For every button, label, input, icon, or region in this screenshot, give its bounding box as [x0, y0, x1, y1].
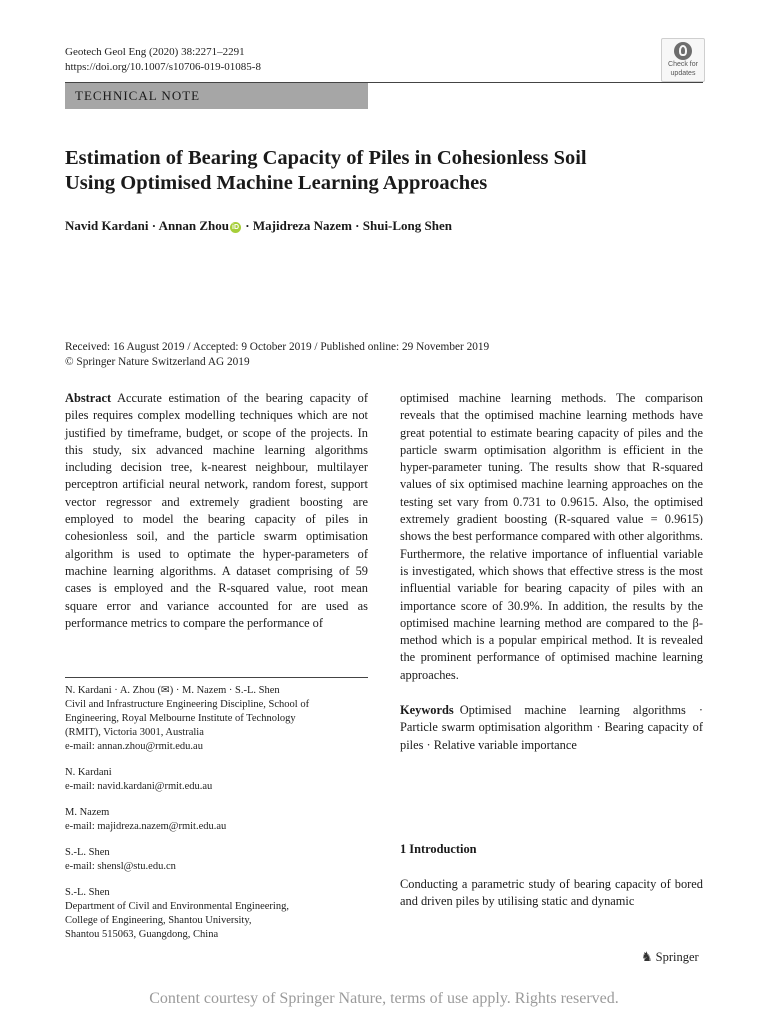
affiliation-line: N. Kardani · A. Zhou (✉) · M. Nazem · S.-L. Shen [65, 685, 280, 696]
author-separator: · [351, 218, 363, 233]
author-4[interactable]: Shui-Long Shen [362, 218, 452, 233]
affiliation-line: Department of Civil and Environmental Engineering, [65, 901, 289, 912]
journal-citation: Geotech Geol Eng (2020) 38:2271–2291 [65, 46, 245, 58]
author-list [65, 218, 452, 234]
affiliation-line: College of Engineering, Shantou University, [65, 915, 252, 926]
affiliation-block [65, 886, 368, 942]
affiliation-line: S.-L. Shen [65, 887, 110, 898]
title-line-1: Estimation of Bearing Capacity of Piles in Cohesionless Soil [65, 147, 587, 169]
abstract-label: Abstract [65, 391, 112, 405]
affiliation-block [65, 684, 368, 754]
bookmark-icon [674, 42, 692, 60]
affiliation-line: Civil and Infrastructure Engineering Discipline, School of [65, 699, 310, 710]
paper-title [65, 146, 685, 196]
abstract-left-column [65, 390, 368, 632]
affiliation-line: (RMIT), Victoria 3001, Australia [65, 727, 204, 738]
journal-citation-block [65, 45, 261, 75]
springer-horse-icon: ♞ [641, 949, 653, 964]
keywords-text: Optimised machine learning algorithms · Particle swarm optimisation algorithm · Bearing capacity of piles · Relative variable importance [400, 703, 703, 752]
abstract-text-left: Accurate estimation of the bearing capacity of piles requires complex modelling techniques which are not justified by timeframe, budget, or scope of the projects. In this study, six advanced machine learning algorithms including decision tree, k-nearest neighbour, multilayer perceptron artificial neural network, random forest, support vector regressor and extremely gradient boosting are employed to model the bearing capacity of piles in cohesionless soil, and the particle swarm optimisation algorithm is used to optimate the hyper-parameters of machine learning algorithms. A dataset comprising of 59 cases is employed and the R-squared value, root mean square error and variance accounted for are used as performance metrics to compare the performance of [65, 391, 368, 630]
affiliation-divider [65, 677, 368, 678]
author-separator: · [242, 218, 253, 233]
section-heading-introduction: 1 Introduction [400, 842, 477, 856]
affiliation-line: Engineering, Royal Melbourne Institute of Technology [65, 713, 296, 724]
abstract-right-column [400, 390, 703, 754]
author-1[interactable]: Navid Kardani [65, 218, 149, 233]
introduction-text: Conducting a parametric study of bearing capacity of bored and driven piles by utilising static and dynamic [400, 877, 703, 909]
publisher-name: Springer [655, 950, 699, 964]
badge-label-1: Check for [668, 61, 698, 68]
affiliation-line: N. Kardani [65, 767, 112, 778]
keywords-label: Keywords [400, 703, 454, 718]
affiliation-line: S.-L. Shen [65, 847, 110, 858]
publication-dates [65, 340, 489, 370]
affiliation-line: M. Nazem [65, 807, 110, 818]
author-3[interactable]: Majidreza Nazem [252, 218, 352, 233]
copyright-line: © Springer Nature Switzerland AG 2019 [65, 356, 250, 368]
author-2[interactable]: Annan Zhou [158, 218, 230, 233]
email-link[interactable]: e-mail: majidreza.nazem@rmit.edu.au [65, 821, 227, 832]
doi-link[interactable]: https://doi.org/10.1007/s10706-019-01085-8 [65, 61, 261, 73]
check-for-updates-badge[interactable] [661, 38, 705, 82]
email-link[interactable]: e-mail: navid.kardani@rmit.edu.au [65, 781, 213, 792]
affiliation-block [65, 806, 368, 834]
affiliation-block [65, 766, 368, 794]
email-link[interactable]: e-mail: shensl@stu.edu.cn [65, 861, 176, 872]
author-separator: · [148, 218, 159, 233]
affiliation-line: Shantou 515063, Guangdong, China [65, 929, 219, 940]
article-type-bar: TECHNICAL NOTE [65, 83, 368, 109]
affiliation-block [65, 846, 368, 874]
springer-logo [641, 949, 699, 965]
dates-line: Received: 16 August 2019 / Accepted: 9 October 2019 / Published online: 29 November 2019 [65, 341, 490, 353]
badge-label-2: updates [670, 70, 696, 77]
email-link[interactable]: e-mail: annan.zhou@rmit.edu.au [65, 741, 203, 752]
keywords-block [400, 702, 703, 754]
affiliations [65, 684, 368, 954]
orcid-icon[interactable]: iD [232, 224, 240, 231]
abstract-text-right: optimised machine learning methods. The comparison reveals that the optimised machine learning methods have great potential to estimate bearing capacity of piles and the particle swarm optimisation algorithm is efficient in the hyper-parameter tuning. The results show that R-squared values of six optimised machine learning approaches on the testing set vary from 0.731 to 0.9615. Also, the optimised extremely gradient boosting (R-squared value = 0.9615) shows the best performance compared with other algorithms. Furthermore, the relative importance of influential variable is investigated, which shows that effective stress is the most influential variable for bearing capacity of piles with an importance score of 30.9%. In addition, the results by the optimised machine learning method are compared to the β-method which is a popular empirical method. It is revealed the prominent performance of optimised machine learning approaches. [400, 391, 703, 682]
title-line-2: Using Optimised Machine Learning Approaches [65, 172, 488, 194]
footer-notice: Content courtesy of Springer Nature, terms of use apply. Rights reserved. [149, 990, 619, 1007]
